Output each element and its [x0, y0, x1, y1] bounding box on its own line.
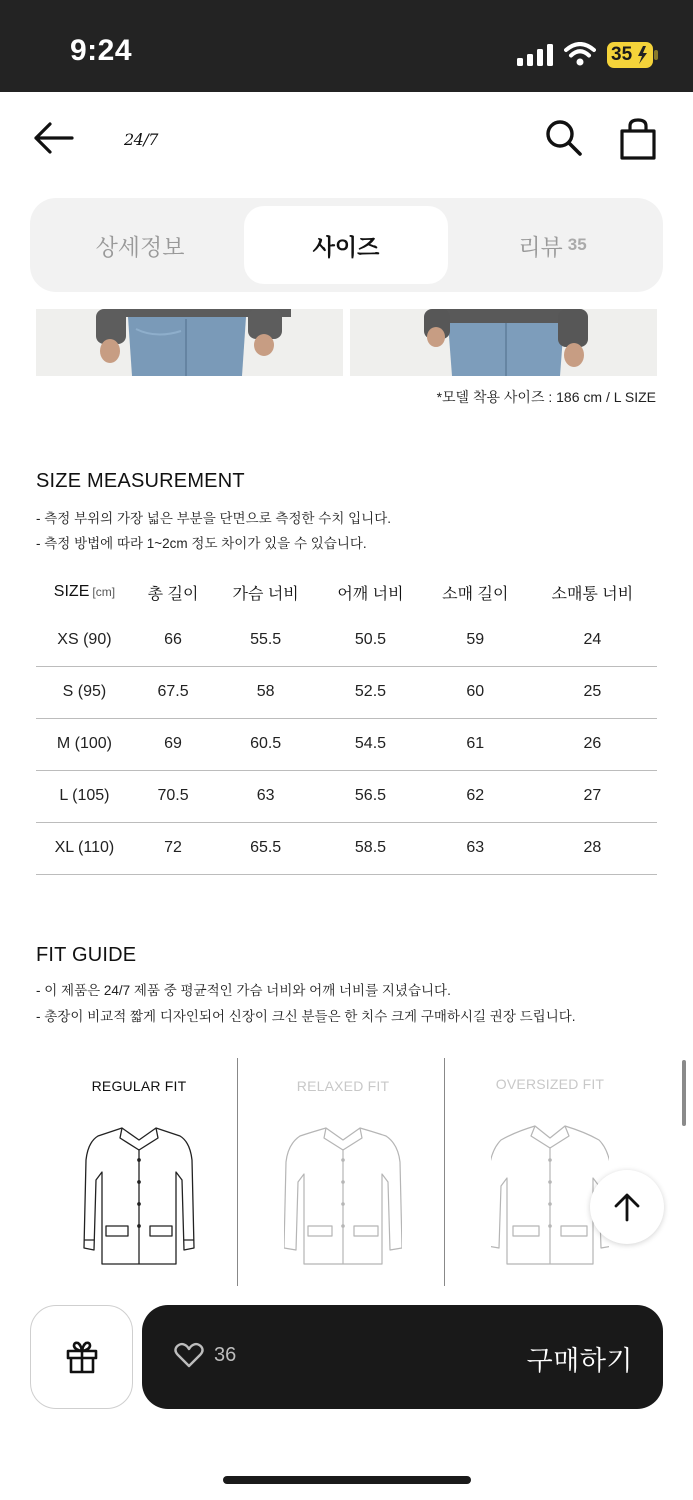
table-cell: 70.5: [133, 770, 213, 822]
fit-guide-title: FIT GUIDE: [36, 944, 137, 966]
table-row: [36, 666, 657, 718]
top-navigation-bar: [0, 92, 693, 192]
fit-label-regular: REGULAR FIT: [91, 1078, 187, 1094]
tab-details[interactable]: [38, 206, 242, 284]
fit-divider: [237, 1058, 238, 1286]
buy-button-label: 구매하기: [526, 1346, 633, 1376]
shopping-bag-icon[interactable]: [618, 118, 658, 160]
size-cell: L (105): [36, 770, 133, 822]
table-cell: 24: [528, 614, 657, 666]
table-cell: 58: [213, 666, 318, 718]
chest-width-header: 가슴 너비: [232, 585, 299, 603]
like-count: 36: [214, 1343, 237, 1366]
table-cell: 25: [528, 666, 657, 718]
review-count: 35: [567, 235, 587, 254]
table-cell: 58.5: [318, 822, 423, 874]
battery-level: 35: [611, 44, 633, 65]
table-cell: 60.5: [213, 718, 318, 770]
table-cell: 62: [423, 770, 528, 822]
tab-reviews-label: 리뷰: [518, 233, 563, 260]
size-table-header: [36, 570, 657, 614]
gift-button[interactable]: [30, 1305, 133, 1409]
fit-note: - 총장이 비교적 짧게 디자인되어 신장이 크신 분들은 한 치수 크게 구매하시길 권장 드립니다.: [36, 1009, 576, 1024]
purchase-bar[interactable]: [142, 1305, 663, 1409]
fit-option-relaxed: [240, 1058, 446, 1286]
cellular-signal-icon: [517, 44, 555, 66]
relaxed-fit-jacket-icon: [284, 1120, 402, 1270]
size-cell: M (100): [36, 718, 133, 770]
table-row: [36, 822, 657, 874]
shoulder-width-header: 어깨 너비: [337, 585, 404, 603]
size-header-label: SIZE: [53, 583, 90, 600]
product-tab-bar: [30, 198, 663, 292]
search-icon[interactable]: [544, 118, 584, 158]
table-cell: 28: [528, 822, 657, 874]
table-cell: 59: [423, 614, 528, 666]
size-cell: XL (110): [36, 822, 133, 874]
fit-divider: [444, 1058, 445, 1286]
heart-icon: [174, 1342, 204, 1368]
sleeve-length-header: 소매 길이: [442, 585, 509, 603]
table-cell: 67.5: [133, 666, 213, 718]
table-cell: 65.5: [213, 822, 318, 874]
table-cell: 72: [133, 822, 213, 874]
size-cell: S (95): [36, 666, 133, 718]
size-measurement-title: SIZE MEASUREMENT: [36, 470, 245, 492]
fit-label-relaxed: RELAXED FIT: [296, 1078, 390, 1094]
total-length-header: 총 길이: [147, 585, 199, 603]
size-cell: XS (90): [36, 614, 133, 666]
size-table: [36, 570, 657, 875]
table-cell: 66: [133, 614, 213, 666]
model-photo-back: [350, 309, 657, 376]
tab-details-label: 상세정보: [95, 233, 185, 260]
size-column-header: [36, 570, 133, 614]
table-cell: 61: [423, 718, 528, 770]
tab-reviews[interactable]: [450, 206, 655, 284]
size-note: - 측정 부위의 가장 넓은 부분을 단면으로 측정한 수치 입니다.: [36, 511, 391, 526]
tab-size[interactable]: [244, 206, 448, 284]
regular-fit-jacket-icon: [80, 1120, 198, 1270]
home-indicator[interactable]: [223, 1476, 471, 1484]
table-cell: 52.5: [318, 666, 423, 718]
table-cell: 69: [133, 718, 213, 770]
table-cell: 55.5: [213, 614, 318, 666]
table-cell: 63: [423, 822, 528, 874]
table-row: [36, 718, 657, 770]
like-button[interactable]: [174, 1342, 236, 1368]
size-note: - 측정 방법에 따라 1~2cm 정도 차이가 있을 수 있습니다.: [36, 536, 367, 551]
arrow-up-icon: [614, 1192, 640, 1222]
gift-icon: [65, 1340, 99, 1374]
size-unit: [cm]: [92, 585, 116, 599]
back-arrow-icon[interactable]: [32, 120, 76, 156]
table-row: [36, 770, 657, 822]
fit-option-regular: [36, 1058, 242, 1286]
table-cell: 63: [213, 770, 318, 822]
status-bar: [0, 0, 693, 92]
scrollbar-thumb[interactable]: [682, 1060, 686, 1126]
scroll-to-top-button[interactable]: [590, 1170, 664, 1244]
table-cell: 50.5: [318, 614, 423, 666]
table-row: [36, 614, 657, 666]
brand-logo[interactable]: 24/7: [124, 130, 158, 149]
sleeve-width-header: 소매통 너비: [551, 585, 634, 603]
table-cell: 56.5: [318, 770, 423, 822]
table-cell: 60: [423, 666, 528, 718]
wifi-icon: [564, 42, 596, 66]
model-size-caption: *모델 착용 사이즈 : 186 cm / L SIZE: [436, 389, 656, 405]
fit-note: - 이 제품은 24/7 제품 중 평균적인 가슴 너비와 어깨 너비를 지녔습니다.: [36, 983, 451, 998]
table-cell: 54.5: [318, 718, 423, 770]
fit-label-oversized: OVERSIZED FIT: [495, 1076, 605, 1092]
table-cell: 27: [528, 770, 657, 822]
status-time: 9:24: [70, 34, 133, 67]
model-photo-front: [36, 309, 343, 376]
tab-size-label: 사이즈: [312, 233, 380, 260]
table-cell: 26: [528, 718, 657, 770]
